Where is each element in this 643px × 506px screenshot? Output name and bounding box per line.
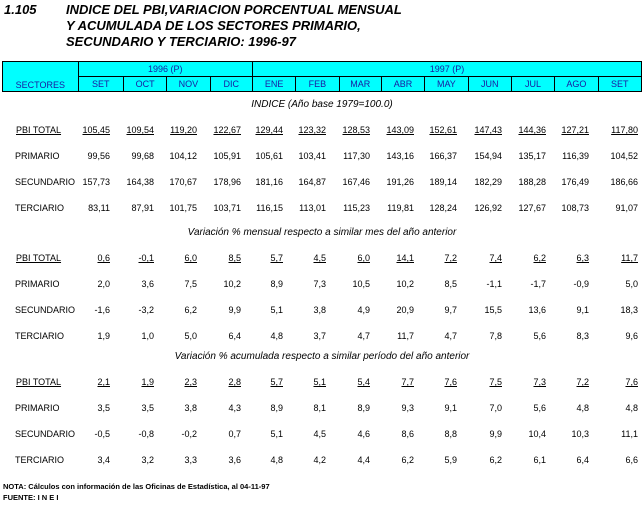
- row-value: 18,3: [620, 305, 638, 315]
- row-value: 5,4: [357, 377, 370, 387]
- row-value: 83,11: [88, 203, 110, 213]
- row-value: 13,6: [528, 305, 546, 315]
- header-month: SET: [598, 77, 641, 92]
- row-value: 4,8: [270, 331, 283, 341]
- section-title: Variación % acumulada respecto a similar período del año anterior: [174, 351, 470, 362]
- row-value: 116,39: [562, 151, 589, 161]
- row-value: 8,9: [357, 403, 370, 413]
- row-value: 115,23: [343, 203, 370, 213]
- row-value: 3,6: [141, 279, 154, 289]
- row-value: 9,7: [444, 305, 457, 315]
- row-label: PRIMARIO: [15, 403, 60, 413]
- row-value: 181,16: [255, 177, 283, 187]
- row-value: 164,38: [126, 177, 154, 187]
- table-row: [2, 253, 642, 267]
- row-value: -1,1: [486, 279, 502, 289]
- row-value: 5,7: [270, 377, 283, 387]
- row-value: 126,92: [474, 203, 502, 213]
- row-value: 11,7: [621, 253, 638, 263]
- row-value: 8,3: [576, 331, 589, 341]
- row-value: 3,8: [313, 305, 326, 315]
- row-value: 6,3: [576, 253, 589, 263]
- row-value: 4,2: [313, 455, 326, 465]
- section-title: INDICE (Año base 1979=100.0): [251, 99, 393, 110]
- row-value: 176,49: [561, 177, 589, 187]
- row-value: 9,3: [401, 403, 414, 413]
- header-month: AGO: [555, 77, 598, 92]
- source-text: FUENTE: I N E I: [3, 493, 59, 502]
- row-value: 4,8: [625, 403, 638, 413]
- row-value: 99,56: [87, 151, 110, 161]
- note-text: NOTA: Cálculos con información de las Oficinas de Estadística, al 04-11-97: [3, 482, 270, 491]
- row-value: 8,1: [313, 403, 326, 413]
- row-value: 8,5: [228, 253, 241, 263]
- row-value: 4,3: [228, 403, 241, 413]
- header-month: ABR: [381, 77, 424, 92]
- row-value: 108,73: [561, 203, 589, 213]
- row-value: 5,0: [184, 331, 197, 341]
- row-value: 7,5: [184, 279, 197, 289]
- row-label: PBI TOTAL: [16, 377, 62, 387]
- row-value: 135,17: [518, 151, 546, 161]
- row-value: 9,1: [444, 403, 457, 413]
- row-value: 129,44: [255, 125, 283, 135]
- row-value: 3,5: [97, 403, 110, 413]
- header-month: OCT: [123, 77, 166, 92]
- row-value: 2,8: [228, 377, 241, 387]
- row-value: 119,81: [387, 203, 414, 213]
- header-month: SET: [78, 77, 123, 92]
- row-label: PRIMARIO: [15, 151, 60, 161]
- row-value: 1,0: [141, 331, 154, 341]
- table-row: [2, 305, 642, 319]
- row-value: 119,20: [170, 125, 197, 135]
- row-value: 15,5: [484, 305, 502, 315]
- row-value: 14,1: [396, 253, 414, 263]
- row-value: 105,91: [213, 151, 241, 161]
- row-value: 6,2: [184, 305, 197, 315]
- row-value: 7,6: [625, 377, 638, 387]
- row-value: 147,43: [474, 125, 502, 135]
- header-month: ENE: [252, 77, 295, 92]
- header-month: FEB: [296, 77, 339, 92]
- row-value: 8,9: [270, 403, 283, 413]
- row-label: SECUNDARIO: [15, 305, 76, 315]
- row-value: 7,2: [444, 253, 457, 263]
- table-row: [2, 455, 642, 469]
- row-value: 7,4: [489, 253, 502, 263]
- table-header: [2, 61, 642, 92]
- row-value: 7,3: [533, 377, 546, 387]
- row-value: 10,2: [223, 279, 241, 289]
- row-value: 8,9: [270, 279, 283, 289]
- row-value: 11,1: [621, 429, 638, 439]
- table-number: 1.105: [4, 2, 37, 17]
- header-row-years: [3, 62, 642, 77]
- row-value: 189,14: [429, 177, 457, 187]
- row-value: 116,15: [256, 203, 283, 213]
- row-value: 20,9: [396, 305, 414, 315]
- row-value: 127,67: [518, 203, 546, 213]
- header-year-1996: 1996 (P): [78, 62, 252, 77]
- table-title-lines: [66, 2, 402, 50]
- row-value: 5,6: [533, 403, 546, 413]
- row-value: 87,91: [131, 203, 154, 213]
- row-value: 6,2: [401, 455, 414, 465]
- table-row: [2, 331, 642, 345]
- row-value: 6,0: [357, 253, 370, 263]
- header-month: MAY: [425, 77, 468, 92]
- row-value: 7,5: [489, 377, 502, 387]
- row-value: 5,7: [270, 253, 283, 263]
- row-value: 113,01: [299, 203, 326, 213]
- header-row-months: [3, 77, 642, 92]
- row-value: 9,9: [228, 305, 241, 315]
- header-month: DIC: [210, 77, 252, 92]
- row-value: 3,3: [184, 455, 197, 465]
- row-value: 6,1: [533, 455, 546, 465]
- row-value: 4,8: [270, 455, 283, 465]
- header-month: MAR: [339, 77, 381, 92]
- row-value: 3,7: [313, 331, 326, 341]
- row-value: 186,66: [610, 177, 638, 187]
- row-value: 154,94: [474, 151, 502, 161]
- row-value: 3,8: [184, 403, 197, 413]
- row-value: 109,54: [126, 125, 154, 135]
- row-value: 6,4: [228, 331, 241, 341]
- row-value: 104,12: [169, 151, 197, 161]
- row-value: 6,2: [533, 253, 546, 263]
- header-year-1997: 1997 (P): [252, 62, 641, 77]
- row-value: 6,2: [489, 455, 502, 465]
- row-value: 105,45: [82, 125, 110, 135]
- row-value: 143,16: [386, 151, 414, 161]
- row-value: 4,6: [357, 429, 370, 439]
- row-value: -0,5: [94, 429, 110, 439]
- row-value: 164,87: [298, 177, 326, 187]
- row-value: 4,4: [357, 455, 370, 465]
- row-value: 1,9: [141, 377, 154, 387]
- table-notes: [3, 481, 270, 503]
- row-value: 182,29: [474, 177, 502, 187]
- row-value: 10,3: [571, 429, 589, 439]
- row-value: 2,0: [97, 279, 110, 289]
- row-value: 6,6: [625, 455, 638, 465]
- row-value: -3,2: [138, 305, 154, 315]
- row-value: 7,3: [313, 279, 326, 289]
- row-value: 3,4: [97, 455, 110, 465]
- row-label: PBI TOTAL: [16, 125, 62, 135]
- header-sectores: SECTORES: [3, 62, 79, 92]
- row-value: 104,52: [610, 151, 638, 161]
- row-value: 3,6: [228, 455, 241, 465]
- row-value: 178,96: [213, 177, 241, 187]
- row-value: 11,7: [397, 331, 414, 341]
- row-value: 3,2: [141, 455, 154, 465]
- row-label: TERCIARIO: [15, 331, 65, 341]
- row-value: 7,2: [576, 377, 589, 387]
- row-value: 7,7: [401, 377, 414, 387]
- row-value: 167,46: [342, 177, 370, 187]
- row-value: 166,37: [429, 151, 457, 161]
- row-value: 5,1: [270, 429, 283, 439]
- row-value: 7,8: [489, 331, 502, 341]
- row-value: 4,9: [357, 305, 370, 315]
- row-value: -0,1: [138, 253, 154, 263]
- row-value: 170,67: [169, 177, 197, 187]
- row-label: SECUNDARIO: [15, 177, 76, 187]
- row-value: 152,61: [429, 125, 457, 135]
- row-value: 10,5: [352, 279, 370, 289]
- title-line-2: Y ACUMULADA DE LOS SECTORES PRIMARIO,: [66, 18, 361, 33]
- row-value: 0,6: [97, 253, 110, 263]
- row-value: 91,07: [615, 203, 638, 213]
- row-value: 8,6: [401, 429, 414, 439]
- table-row: [2, 403, 642, 417]
- row-value: 4,5: [313, 429, 326, 439]
- title-line-1: INDICE DEL PBI,VARIACION PORCENTUAL MENSUAL: [66, 2, 402, 17]
- section-title: Variación % mensual respecto a similar mes del año anterior: [187, 227, 457, 238]
- row-label: PRIMARIO: [15, 279, 60, 289]
- row-value: 117,80: [611, 125, 638, 135]
- row-value: 103,71: [213, 203, 241, 213]
- row-value: 6,4: [576, 455, 589, 465]
- table-row: [2, 177, 642, 191]
- table-row: [2, 203, 642, 217]
- row-value: 191,26: [386, 177, 414, 187]
- row-value: 5,1: [313, 377, 326, 387]
- row-value: 7,0: [489, 403, 502, 413]
- table-row: [2, 377, 642, 391]
- table-row: [2, 429, 642, 443]
- row-value: -1,7: [530, 279, 546, 289]
- row-value: 103,41: [298, 151, 326, 161]
- row-value: 188,28: [518, 177, 546, 187]
- header-month: NOV: [167, 77, 210, 92]
- row-value: 5,0: [625, 279, 638, 289]
- row-value: 127,21: [561, 125, 589, 135]
- row-value: 9,6: [625, 331, 638, 341]
- row-value: 4,7: [357, 331, 370, 341]
- row-value: 5,9: [444, 455, 457, 465]
- row-value: 9,9: [489, 429, 502, 439]
- row-value: 8,5: [444, 279, 457, 289]
- row-value: 2,1: [97, 377, 110, 387]
- row-value: 105,61: [255, 151, 283, 161]
- row-value: 3,5: [141, 403, 154, 413]
- row-value: 1,9: [97, 331, 110, 341]
- row-value: 157,73: [82, 177, 110, 187]
- row-value: 143,09: [386, 125, 414, 135]
- row-label: SECUNDARIO: [15, 429, 76, 439]
- row-value: -1,6: [94, 305, 110, 315]
- row-value: 4,8: [576, 403, 589, 413]
- row-value: -0,8: [138, 429, 154, 439]
- row-value: 5,6: [533, 331, 546, 341]
- header-month: JUN: [468, 77, 511, 92]
- row-label: PBI TOTAL: [16, 253, 62, 263]
- row-value: 117,30: [343, 151, 370, 161]
- table-row: [2, 125, 642, 139]
- row-value: -0,2: [181, 429, 197, 439]
- title-line-3: SECUNDARIO Y TERCIARIO: 1996-97: [66, 34, 296, 49]
- row-label: TERCIARIO: [15, 455, 65, 465]
- row-value: 0,7: [228, 429, 241, 439]
- row-value: 4,5: [313, 253, 326, 263]
- row-value: 10,4: [528, 429, 546, 439]
- row-value: 128,24: [429, 203, 457, 213]
- row-value: 123,32: [298, 125, 326, 135]
- row-value: 101,75: [169, 203, 197, 213]
- row-value: 122,67: [213, 125, 241, 135]
- row-value: 4,7: [444, 331, 457, 341]
- row-value: 6,0: [184, 253, 197, 263]
- row-value: 144,36: [518, 125, 546, 135]
- row-value: 10,2: [396, 279, 414, 289]
- row-value: 7,6: [444, 377, 457, 387]
- row-value: -0,9: [573, 279, 589, 289]
- row-value: 2,3: [184, 377, 197, 387]
- row-value: 5,1: [270, 305, 283, 315]
- table-row: [2, 151, 642, 165]
- row-value: 9,1: [576, 305, 589, 315]
- table-row: [2, 279, 642, 293]
- row-label: TERCIARIO: [15, 203, 65, 213]
- row-value: 128,53: [342, 125, 370, 135]
- header-month: JUL: [511, 77, 554, 92]
- row-value: 8,8: [444, 429, 457, 439]
- row-value: 99,68: [131, 151, 154, 161]
